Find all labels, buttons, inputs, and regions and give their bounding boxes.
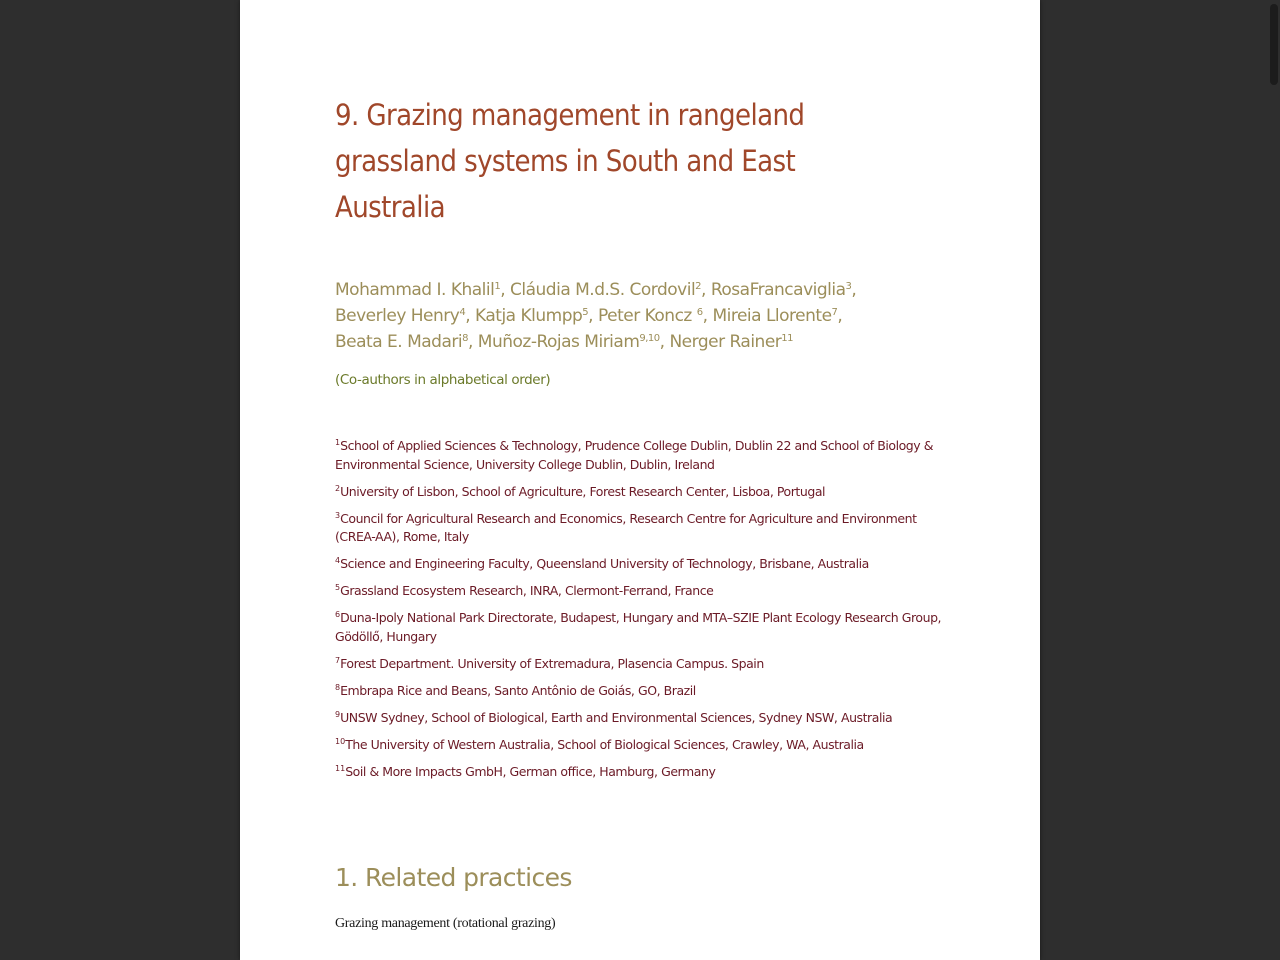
affiliation-item <box>335 736 950 755</box>
affiliation-text: Grassland Ecosystem Research, INRA, Clermont-Ferrand, France <box>340 583 714 598</box>
affiliation-text: Forest Department. University of Extremadura, Plasencia Campus. Spain <box>340 655 764 671</box>
affiliation-number: 10 <box>335 736 346 746</box>
chapter-title: 9. Grazing management in rangeland grassland systems in South and East Australia <box>335 98 805 224</box>
section-heading: 1. Related practices <box>335 863 572 892</box>
affiliation-item <box>335 582 950 601</box>
author-affiliation-ref: 9,10 <box>639 333 660 344</box>
affiliation-item <box>335 763 950 782</box>
affiliation-number: 4 <box>335 556 341 565</box>
coauthor-note: (Co-authors in alphabetical order) <box>335 372 551 388</box>
affiliation-text: Soil & More Impacts GmbH, German office, Hamburg, Germany <box>345 763 716 779</box>
affiliation-number: 8 <box>335 682 341 692</box>
affiliation-text: University of Lisbon, School of Agriculture, Forest Research Center, Lisboa, Portugal <box>340 483 826 499</box>
vertical-scrollbar[interactable] <box>1266 0 1280 960</box>
affiliation-text: UNSW Sydney, School of Biological, Earth and Environmental Sciences, Sydney NSW, Australia <box>340 709 893 725</box>
author-affiliation-ref: 6 <box>696 307 703 318</box>
author: Mireia Llorente$^7$ <box>712 306 838 326</box>
affiliation-item <box>335 609 950 646</box>
author-affiliation-ref: 1 <box>494 281 501 292</box>
affiliation-item <box>335 655 950 674</box>
affiliation-text: Science and Engineering Faculty, Queensland University of Technology, Brisbane, Australia <box>340 556 869 571</box>
author-affiliation-ref: 5 <box>582 307 589 318</box>
author: RosaFrancaviglia$^3$ <box>710 280 852 300</box>
author: Beata E. Madari$^8$ <box>335 332 468 352</box>
author: Nerger Rainer$^{11}$ <box>669 332 794 352</box>
affiliation-number: 3 <box>335 510 341 520</box>
affiliation-number: 1 <box>335 438 341 447</box>
affiliation-list <box>335 437 950 790</box>
author: Beverley Henry$^4$ <box>335 306 466 326</box>
author-affiliation-ref: 8 <box>462 333 468 344</box>
author-list: Mohammad I. Khalil$^1$, Cláudia M.d.S. Cordovil$^2$, RosaFrancaviglia$^3$, Beverley Henry$^4$, Katja Klumpp$^5$, Peter Koncz $^6$, Mireia Llorente$^7$, Beata E. Madari$^8$, Muñoz-Rojas Miriam$^{9,10}$, Nerger Rainer$^{11}$ <box>335 280 857 352</box>
affiliation-item <box>335 483 950 502</box>
affiliation-number: 7 <box>335 655 341 665</box>
affiliation-item <box>335 682 950 701</box>
author-affiliation-ref: 2 <box>695 281 702 292</box>
affiliation-text: Duna-Ipoly National Park Directorate, Budapest, Hungary and MTA–SZIE Plant Ecology Research Group, Gödöllő, Hungary <box>335 610 942 644</box>
author: Mohammad I. Khalil$^1$ <box>335 280 501 300</box>
author: Cláudia M.d.S. Cordovil$^2$ <box>510 280 702 300</box>
affiliation-item <box>335 709 950 728</box>
author: Peter Koncz $^6$ <box>597 306 703 326</box>
affiliation-number: 2 <box>335 483 341 493</box>
scrollbar-thumb[interactable] <box>1270 4 1278 85</box>
author-affiliation-ref: 7 <box>831 307 838 318</box>
affiliation-number: 6 <box>335 610 341 619</box>
affiliation-number: 5 <box>335 583 341 592</box>
author-affiliation-ref: 3 <box>845 281 852 292</box>
author: Katja Klumpp$^5$ <box>475 306 589 326</box>
author-affiliation-ref: 4 <box>459 307 466 318</box>
affiliation-text: School of Applied Sciences & Technology, Prudence College Dublin, Dublin 22 and School of Biology & Environmental Science, University College Dublin, Dublin, Ireland <box>335 438 934 472</box>
affiliation-text: Embrapa Rice and Beans, Santo Antônio de Goiás, GO, Brazil <box>340 682 696 698</box>
affiliation-item <box>335 510 950 547</box>
affiliation-item <box>335 437 950 474</box>
affiliation-number: 11 <box>335 763 346 773</box>
section-body-text: Grazing management (rotational grazing) <box>335 916 556 931</box>
document-page <box>240 0 1040 960</box>
affiliation-text: Council for Agricultural Research and Economics, Research Centre for Agriculture and Environment (CREA-AA), Rome, Italy <box>335 510 917 544</box>
affiliation-item <box>335 555 950 574</box>
author-affiliation-ref: 11 <box>781 333 794 344</box>
affiliation-text: The University of Western Australia, School of Biological Sciences, Crawley, WA, Australia <box>345 736 864 752</box>
affiliation-number: 9 <box>335 709 341 719</box>
author: Muñoz-Rojas Miriam$^{9,10}$ <box>477 332 660 352</box>
